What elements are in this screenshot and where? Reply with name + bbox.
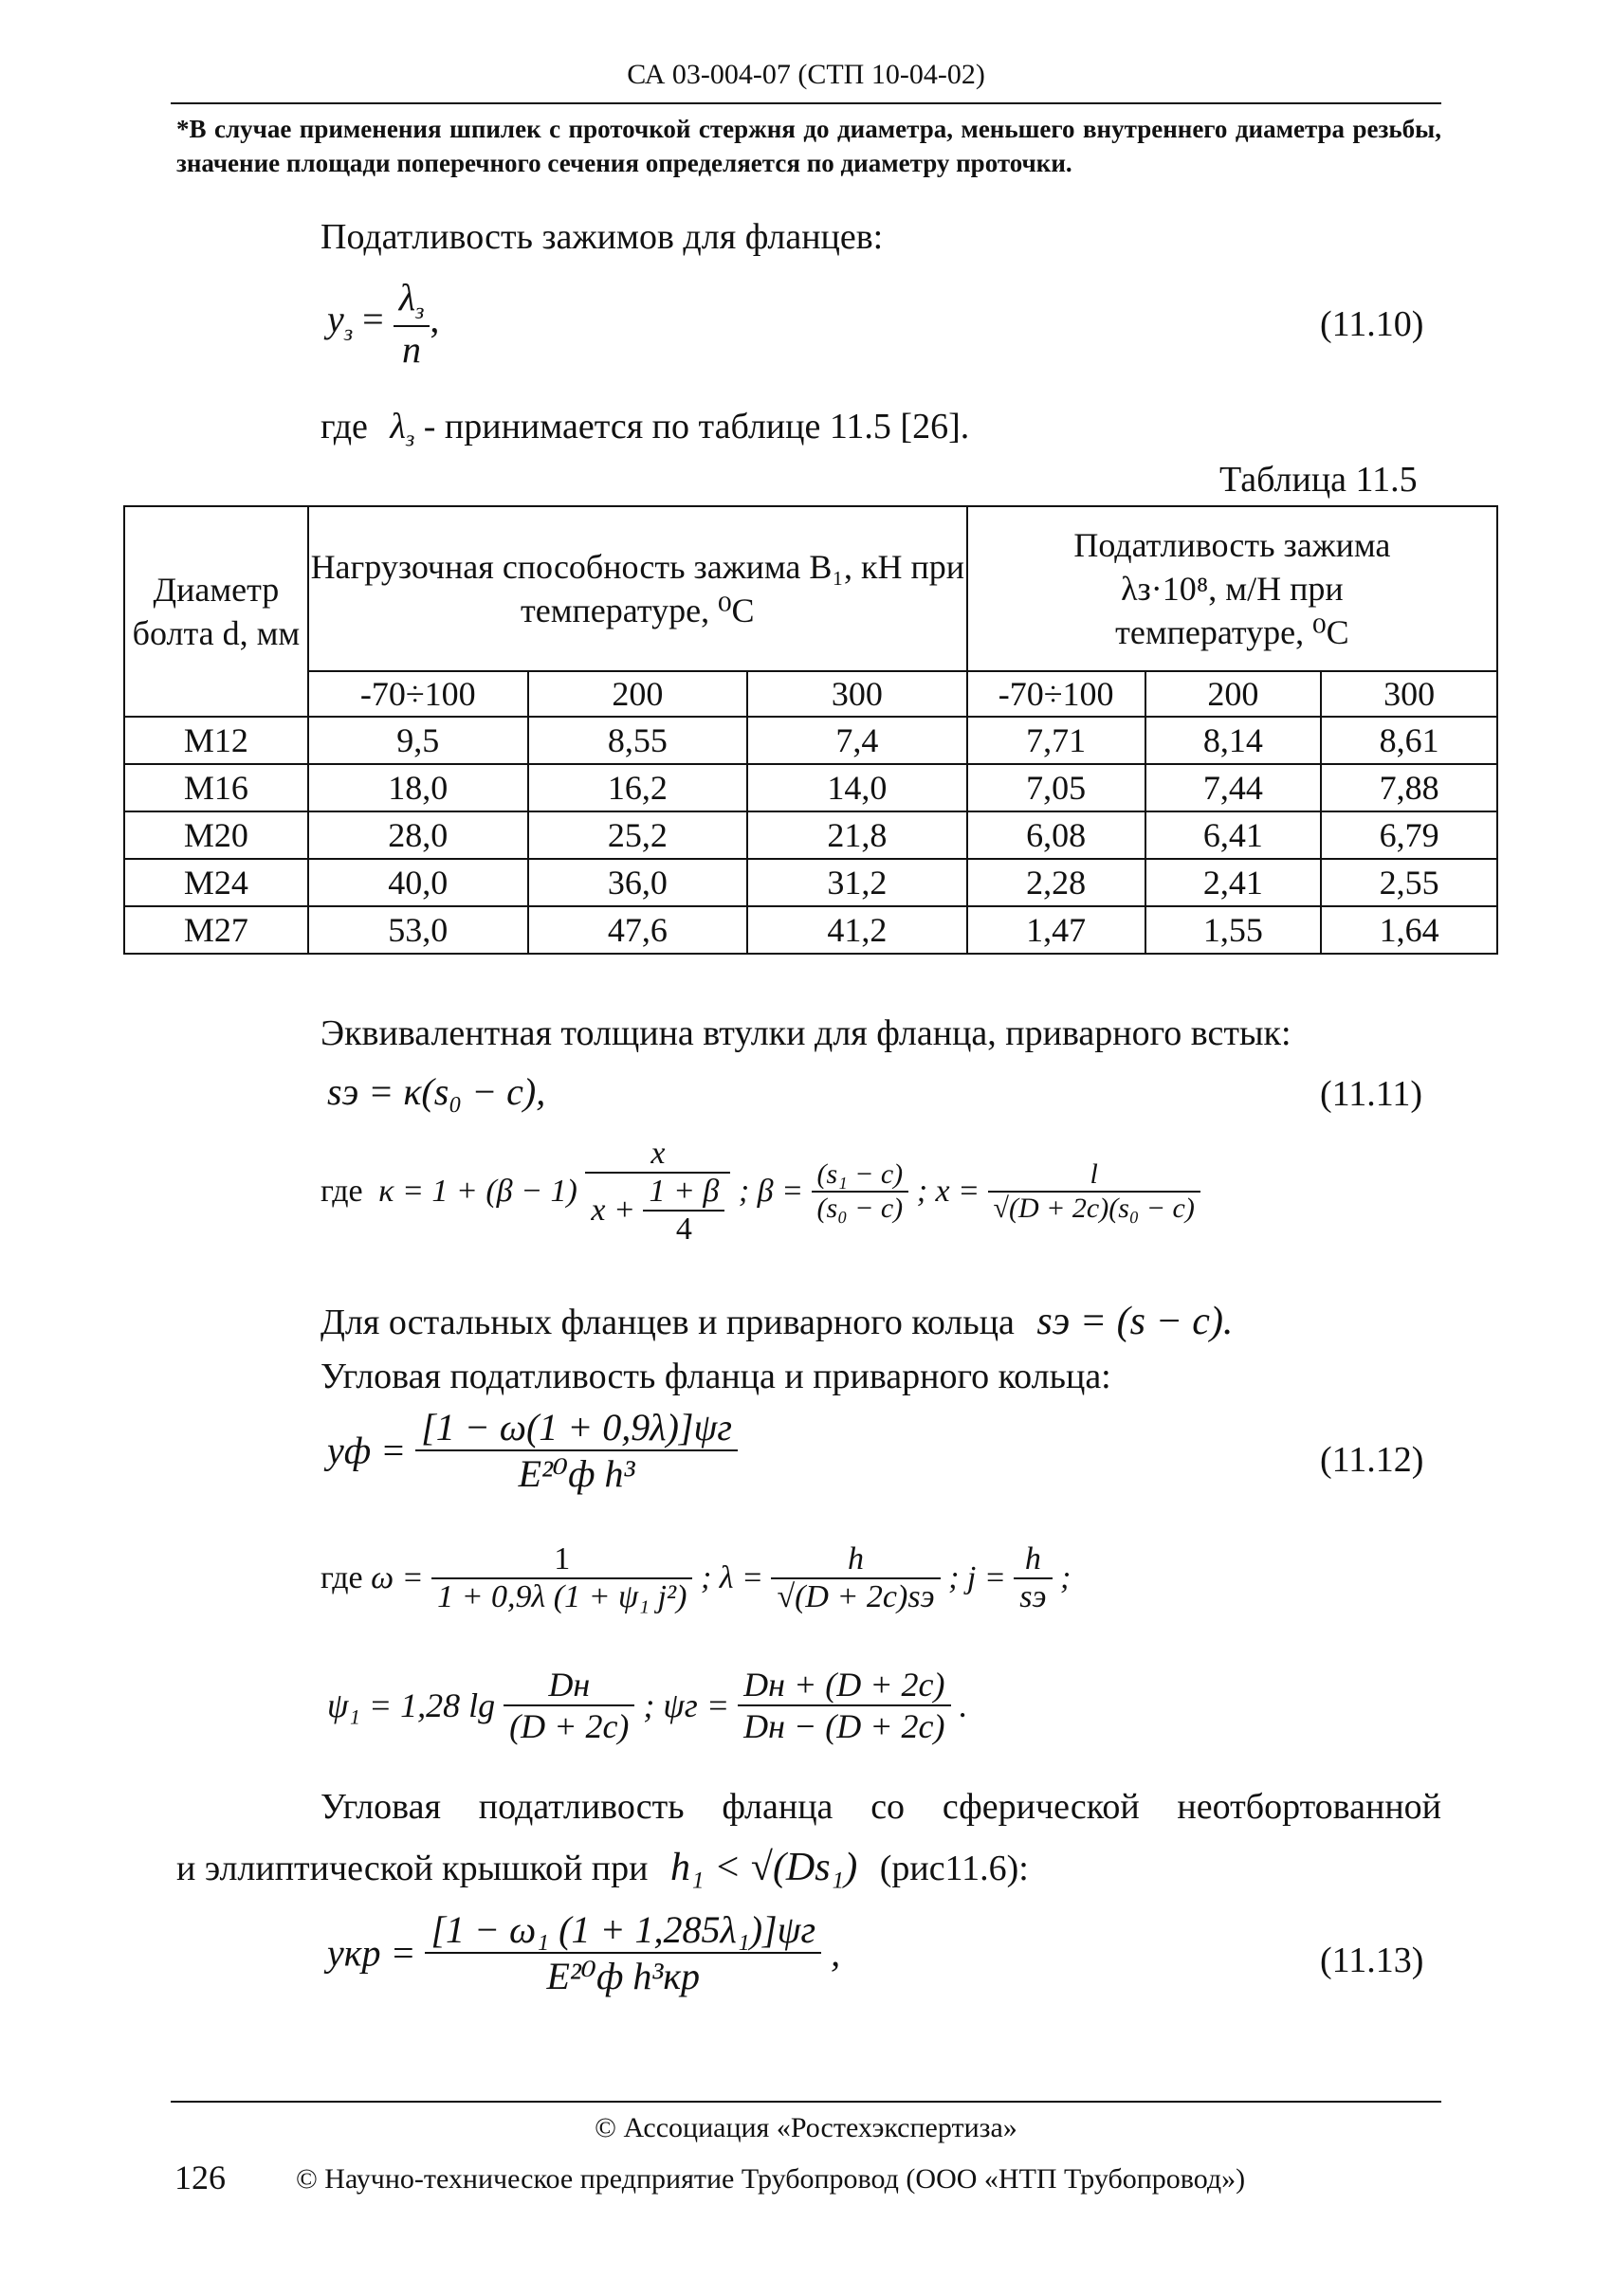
footer-copyright-1: © Ассоциация «Ростехэкспертиза»	[595, 2112, 1017, 2143]
other-flanges-formula: sэ = (s − c).	[1036, 1300, 1234, 1343]
cell-value: 1,55	[1145, 906, 1322, 954]
cell-value: 7,4	[747, 717, 967, 764]
eq-1110-lhs-sub: з	[343, 321, 354, 347]
temp-header: 200	[1145, 671, 1322, 717]
kappa-den-x: x +	[591, 1193, 635, 1228]
j-fraction	[1014, 1541, 1052, 1615]
lambda-symbol: λ	[390, 407, 406, 446]
header-compliance	[967, 506, 1497, 671]
cell-value: 41,2	[747, 906, 967, 954]
other-flanges-line	[321, 1299, 1233, 1345]
eq-1110-lhs: y	[327, 298, 344, 341]
footnote-text: *В случае применения шпилек с проточкой стержня до диаметра, меньшего внутреннего диаметра резьбы, значение площади поперечного сечения определяется по диаметру проточки.	[176, 115, 1441, 177]
cell-value: 7,88	[1321, 764, 1497, 811]
eq-1110-num: λ	[398, 276, 416, 319]
eq-number-11-11: (11.11)	[1320, 1074, 1422, 1114]
eq-number-11-12: (11.12)	[1320, 1440, 1424, 1480]
temp-header: 300	[1321, 671, 1497, 717]
page-number: 126	[174, 2159, 226, 2196]
temp-header: 200	[528, 671, 748, 717]
eq-1113-lhs: yкр =	[327, 1931, 416, 1975]
psi1-num: Dн	[504, 1665, 634, 1706]
temp-header: -70÷100	[308, 671, 528, 717]
where-kappa-prefix: где	[321, 1174, 363, 1209]
equiv-thickness-paragraph: Эквивалентная толщина втулки для фланца, приварного встык:	[321, 1013, 1291, 1053]
psi1-fraction	[504, 1665, 634, 1746]
psi1-den: (D + 2c)	[509, 1707, 630, 1745]
cell-value: 9,5	[308, 717, 528, 764]
kappa-inner-fraction	[643, 1174, 724, 1248]
temp-header: 300	[747, 671, 967, 717]
where-lambda-text: - принимается по таблице 11.5 [26].	[423, 407, 970, 446]
table-row	[124, 764, 1497, 811]
header-rule	[171, 102, 1441, 104]
header-compliance-line1: Податливость зажима	[1073, 526, 1391, 564]
cell-value: 8,61	[1321, 717, 1497, 764]
cell-bolt: M20	[124, 811, 308, 859]
spherical-paragraph-line2	[176, 1845, 1029, 1891]
eq-1112-fraction	[415, 1405, 738, 1496]
table-row	[124, 906, 1497, 954]
omega-den: 1 + 0,9λ (1 + ψ₁ j²)	[437, 1579, 687, 1614]
table-row	[124, 859, 1497, 906]
beta-den: (s₀ − c)	[816, 1193, 904, 1224]
formula-11-13	[327, 1907, 840, 1998]
eq-1113-fraction	[425, 1907, 821, 1998]
kappa-inner-den: 4	[675, 1212, 692, 1247]
cell-value: 25,2	[528, 811, 748, 859]
formula-11-12	[327, 1405, 738, 1496]
kappa-fraction	[585, 1136, 730, 1248]
cell-bolt: M24	[124, 859, 308, 906]
compliance-table	[123, 505, 1498, 955]
cell-value: 14,0	[747, 764, 967, 811]
formula-11-10: $y_з$ = $\frac{\lambda_з}{n}$ ,	[327, 276, 440, 371]
x-lhs: ; x =	[916, 1174, 980, 1209]
eq-1113-tail: ,	[831, 1931, 841, 1975]
lambda-lhs: ; λ =	[700, 1560, 763, 1595]
cell-value: 31,2	[747, 859, 967, 906]
cell-value: 1,47	[967, 906, 1145, 954]
formula-11-11: sэ = κ(s₀ − c),	[327, 1070, 546, 1113]
psig-fraction	[738, 1665, 950, 1746]
spherical-text: и эллиптической крышкой при	[176, 1849, 649, 1888]
x-den: √(D + 2c)(s₀ − c)	[993, 1193, 1195, 1224]
where-omega-line	[321, 1541, 1071, 1615]
beta-fraction	[812, 1158, 909, 1225]
kappa-lhs: κ = 1 + (β − 1)	[378, 1174, 577, 1209]
kappa-den	[585, 1174, 730, 1248]
cell-value: 53,0	[308, 906, 528, 954]
cell-value: 2,28	[967, 859, 1145, 906]
kappa-inner-num: 1 + β	[643, 1174, 724, 1212]
eq-number-11-10: (11.10)	[1320, 304, 1424, 344]
cell-value: 16,2	[528, 764, 748, 811]
x-fraction	[988, 1158, 1200, 1225]
x-num: l	[988, 1158, 1200, 1193]
cell-value: 36,0	[528, 859, 748, 906]
where-omega-prefix: где	[321, 1560, 363, 1595]
header-diameter: Диаметр болта d, мм	[124, 506, 308, 717]
omega-tail: ;	[1060, 1560, 1072, 1595]
where-kappa-line	[321, 1136, 1200, 1248]
table-row	[124, 717, 1497, 764]
where-prefix: где	[321, 407, 368, 446]
temp-header: -70÷100	[967, 671, 1145, 717]
psig-den: Dн − (D + 2c)	[743, 1707, 945, 1745]
spherical-condition: h₁ < √(Ds₁)	[669, 1846, 858, 1889]
cell-value: 7,05	[967, 764, 1145, 811]
omega-fraction	[431, 1541, 692, 1615]
cell-value: 1,64	[1321, 906, 1497, 954]
cell-value: 6,79	[1321, 811, 1497, 859]
cell-bolt: M27	[124, 906, 308, 954]
cell-value: 2,41	[1145, 859, 1322, 906]
psi1-lhs: ψ₁ = 1,28 lg	[327, 1686, 496, 1724]
header-compliance-line3: температуре, ⁰С	[1115, 613, 1349, 651]
eq-1112-num: [1 − ω(1 + 0,9λ)]ψг	[415, 1405, 738, 1451]
eq-1110-fraction	[394, 275, 430, 372]
cell-value: 6,41	[1145, 811, 1322, 859]
table-caption: Таблица 11.5	[1219, 460, 1418, 500]
j-num: h	[1014, 1541, 1052, 1579]
header-compliance-line2: λз·10⁸, м/Н при	[1121, 570, 1344, 608]
cell-value: 8,14	[1145, 717, 1322, 764]
lambda-sub: з	[405, 427, 415, 452]
lambda-den: √(D + 2c)sэ	[777, 1579, 935, 1614]
cell-bolt: M16	[124, 764, 308, 811]
cell-value: 28,0	[308, 811, 528, 859]
other-flanges-text: Для остальных фланцев и приварного кольца	[321, 1303, 1015, 1342]
eq-1112-lhs: yф =	[327, 1429, 407, 1472]
beta-lhs: ; β =	[738, 1174, 804, 1209]
eq-1112-den: E²⁰ф h³	[518, 1452, 635, 1495]
cell-value: 18,0	[308, 764, 528, 811]
psig-num: Dн + (D + 2c)	[738, 1665, 950, 1706]
eq-1113-num: [1 − ω₁ (1 + 1,285λ₁)]ψг	[425, 1907, 821, 1954]
footer-rule	[171, 2101, 1441, 2103]
clamp-paragraph: Податливость зажимов для фланцев:	[321, 217, 884, 257]
cell-value: 40,0	[308, 859, 528, 906]
lambda-num: h	[771, 1541, 940, 1579]
cell-value: 7,44	[1145, 764, 1322, 811]
cell-bolt: M12	[124, 717, 308, 764]
cell-value: 21,8	[747, 811, 967, 859]
kappa-num: x	[585, 1136, 730, 1174]
eq-1110-num-sub: з	[415, 300, 425, 324]
omega-lhs: ω =	[371, 1560, 424, 1595]
table-row	[124, 811, 1497, 859]
cell-value: 2,55	[1321, 859, 1497, 906]
psi-line	[327, 1665, 968, 1746]
footer-copyright-2: © Научно-техническое предприятие Трубопровод (ООО «НТП Трубопровод»)	[296, 2163, 1246, 2195]
where-lambda-line	[321, 404, 969, 463]
psig-lhs: ; ψг =	[643, 1686, 730, 1724]
j-den: sэ	[1019, 1579, 1047, 1614]
cell-value: 6,08	[967, 811, 1145, 859]
eq-1110-den: n	[402, 328, 422, 371]
spherical-paragraph-line1: Угловая податливость фланца со сферической неотбортованной	[321, 1787, 1441, 1827]
eq-1113-den: E²⁰ф h³кр	[546, 1955, 701, 1997]
angular-paragraph: Угловая податливость фланца и приварного кольца:	[321, 1357, 1111, 1396]
eq-number-11-13: (11.13)	[1320, 1941, 1424, 1980]
beta-num: (s₁ − c)	[812, 1158, 909, 1193]
cell-value: 8,55	[528, 717, 748, 764]
lambda-fraction	[771, 1541, 940, 1615]
running-header: СА 03-004-07 (СТП 10-04-02)	[627, 59, 985, 90]
omega-num: 1	[431, 1541, 692, 1579]
header-load-capacity: Нагрузочная способность зажима B₁, кН при температуре, ⁰С	[308, 506, 967, 671]
cell-value: 47,6	[528, 906, 748, 954]
psi-tail: .	[959, 1686, 968, 1724]
cell-value: 7,71	[967, 717, 1145, 764]
spherical-figure-ref: (рис11.6):	[879, 1849, 1029, 1888]
j-lhs: ; j =	[948, 1560, 1006, 1595]
